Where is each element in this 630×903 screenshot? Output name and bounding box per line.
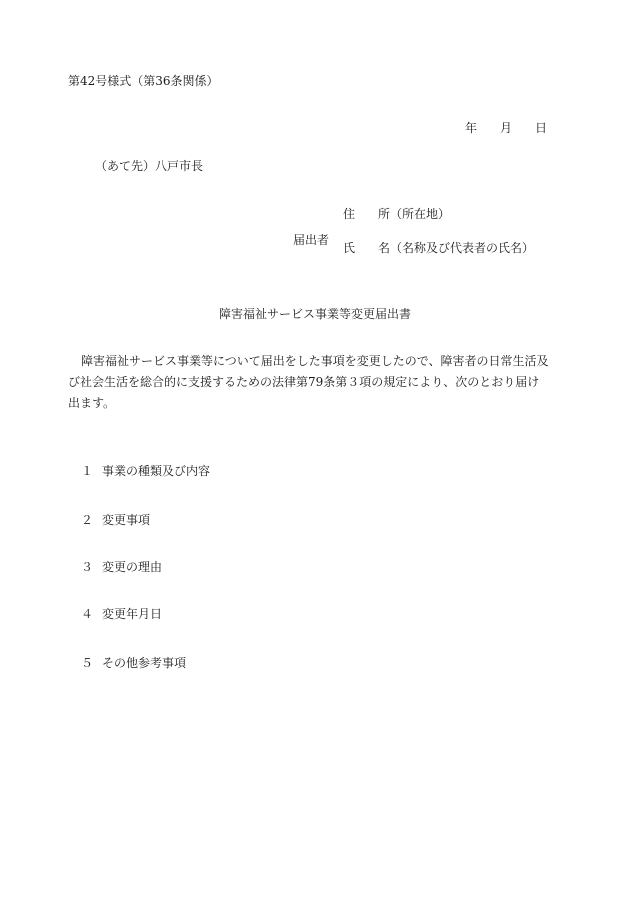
address-label-detail: 所（所在地） [378,207,451,221]
date-month: 月 [500,121,513,135]
name-label: 氏 [343,241,356,255]
item-number: ５ [81,656,94,670]
body-line-3: 出ます。 [68,396,116,410]
date-day: 日 [535,121,548,135]
item-number: １ [81,464,94,478]
item-label: 変更の理由 [102,560,163,574]
body-text [68,351,554,414]
body-line-1: 障害福祉サービス事業等について届出をした事項を変更したので、障害者の日常生活及 [81,354,549,368]
list-item [81,560,162,574]
list-item [81,464,210,478]
body-line-2: び社会生活を総合的に支援するための法律第79条第３項の規定により、次のとおり届け [68,375,540,389]
item-label: 事業の種類及び内容 [102,464,211,478]
name-label-detail: 名（名称及び代表者の氏名） [378,241,535,255]
date-line [465,121,547,135]
item-label: その他参考事項 [102,656,187,670]
address-line [343,207,450,221]
list-item [81,656,186,670]
item-number: ３ [81,560,94,574]
form-number: 第42号様式（第36条関係） [68,74,219,88]
addressee: （あて先）八戸市長 [95,159,204,173]
document-title: 障害福祉サービス事業等変更届出書 [218,307,411,321]
item-label: 変更年月日 [102,607,163,621]
list-item [81,513,150,527]
address-label: 住 [343,207,356,221]
item-label: 変更事項 [102,513,151,527]
item-number: ２ [81,513,94,527]
date-year: 年 [465,121,478,135]
applicant-label: 届出者 [293,233,330,247]
name-line [343,241,534,255]
list-item [81,607,162,621]
item-number: ４ [81,607,94,621]
